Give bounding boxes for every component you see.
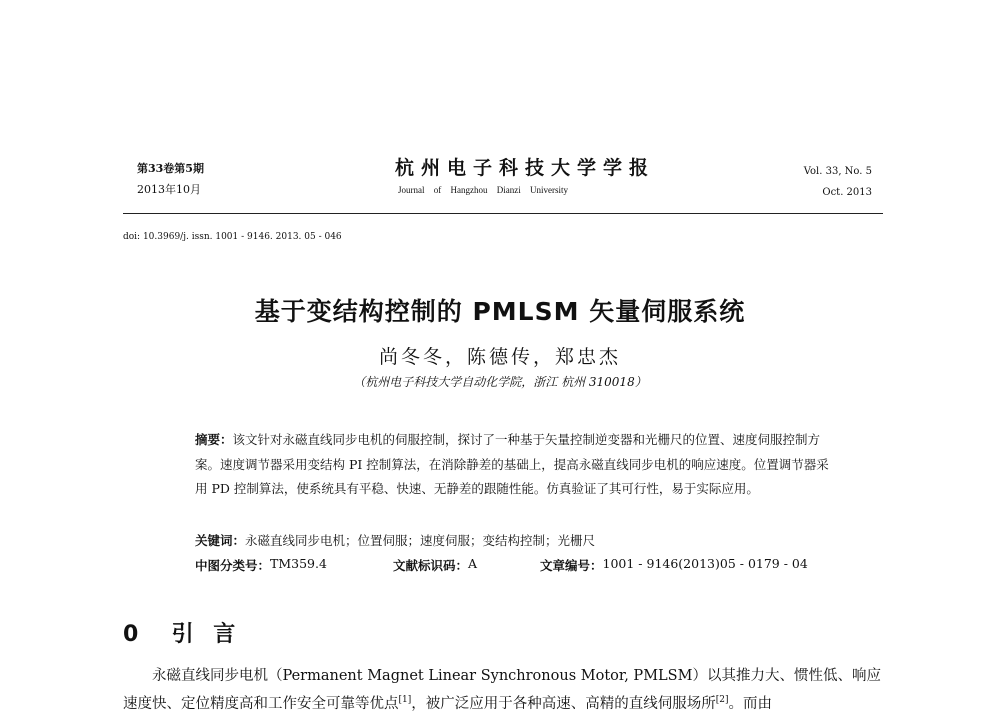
- journal-title: 杭州电子科技大学学报: [395, 157, 656, 179]
- intro-text-b: ，被广泛应用于各种高速、高精的直线伺服场所: [411, 696, 716, 712]
- header-date: 2013年10月: [137, 183, 201, 196]
- article-number-label: 文章编号：: [540, 558, 603, 573]
- header-date-en: Oct. 2013: [822, 187, 872, 198]
- journal-title-en: Journal of Hangzhou Dianzi University: [398, 185, 568, 195]
- keywords-label: 关键词：: [195, 533, 246, 548]
- doc-code-value: A: [468, 556, 478, 571]
- intro-text-c: 。而由: [728, 696, 772, 712]
- clc: [195, 556, 327, 574]
- intro-text-a: 永磁直线同步电机（Permanent Magnet Linear Synchronous Motor, PMLSM）以其推力大、惯性低、响应速度快、定位精度高和工作安全可靠等优点: [123, 668, 881, 712]
- keywords: [195, 531, 595, 549]
- affiliation: （杭州电子科技大学自动化学院，浙江 杭州 310018）: [353, 375, 647, 389]
- authors: 尚冬冬，陈德传，郑忠杰: [378, 346, 621, 368]
- header-volume-issue-en: Vol. 33, No. 5: [803, 166, 872, 177]
- doc-code: [393, 556, 478, 574]
- abstract-label: 摘要：: [195, 432, 233, 447]
- clc-value: TM359.4: [270, 556, 327, 571]
- intro-paragraph: [123, 662, 885, 718]
- article-number-value: 1001 - 9146(2013)05 - 0179 - 04: [602, 556, 808, 571]
- keywords-text: 永磁直线同步电机；位置伺服；速度伺服；变结构控制；光栅尺: [245, 533, 596, 548]
- article-number: [540, 556, 808, 574]
- doc-code-label: 文献标识码：: [393, 558, 469, 573]
- header-volume-issue: 第33卷第5期: [137, 162, 204, 175]
- abstract: [195, 428, 835, 502]
- abstract-text: 该文针对永磁直线同步电机的伺服控制，探讨了一种基于矢量控制逆变器和光栅尺的位置、速度伺服控制方案。速度调节器采用变结构 PI 控制算法，在消除静差的基础上，提高永磁直线同步电机的响应速度。位置调节器采用 PD 控制算法，使系统具有平稳、快速、无静差的跟随性能。仿真验证了其可行性，易于实际应用。: [195, 432, 829, 496]
- ref-2: [2]: [715, 695, 729, 706]
- article-title: 基于变结构控制的 PMLSM 矢量伺服系统: [254, 297, 746, 326]
- doi: doi: 10.3969/j. issn. 1001 - 9146. 2013. 05 - 046: [123, 232, 342, 242]
- header-rule: [123, 213, 883, 214]
- section-title: 引 言: [171, 622, 242, 647]
- section-number: 0: [123, 622, 145, 647]
- clc-label: 中图分类号：: [195, 558, 271, 573]
- section-heading: [123, 617, 241, 648]
- ref-1: [1]: [398, 695, 412, 706]
